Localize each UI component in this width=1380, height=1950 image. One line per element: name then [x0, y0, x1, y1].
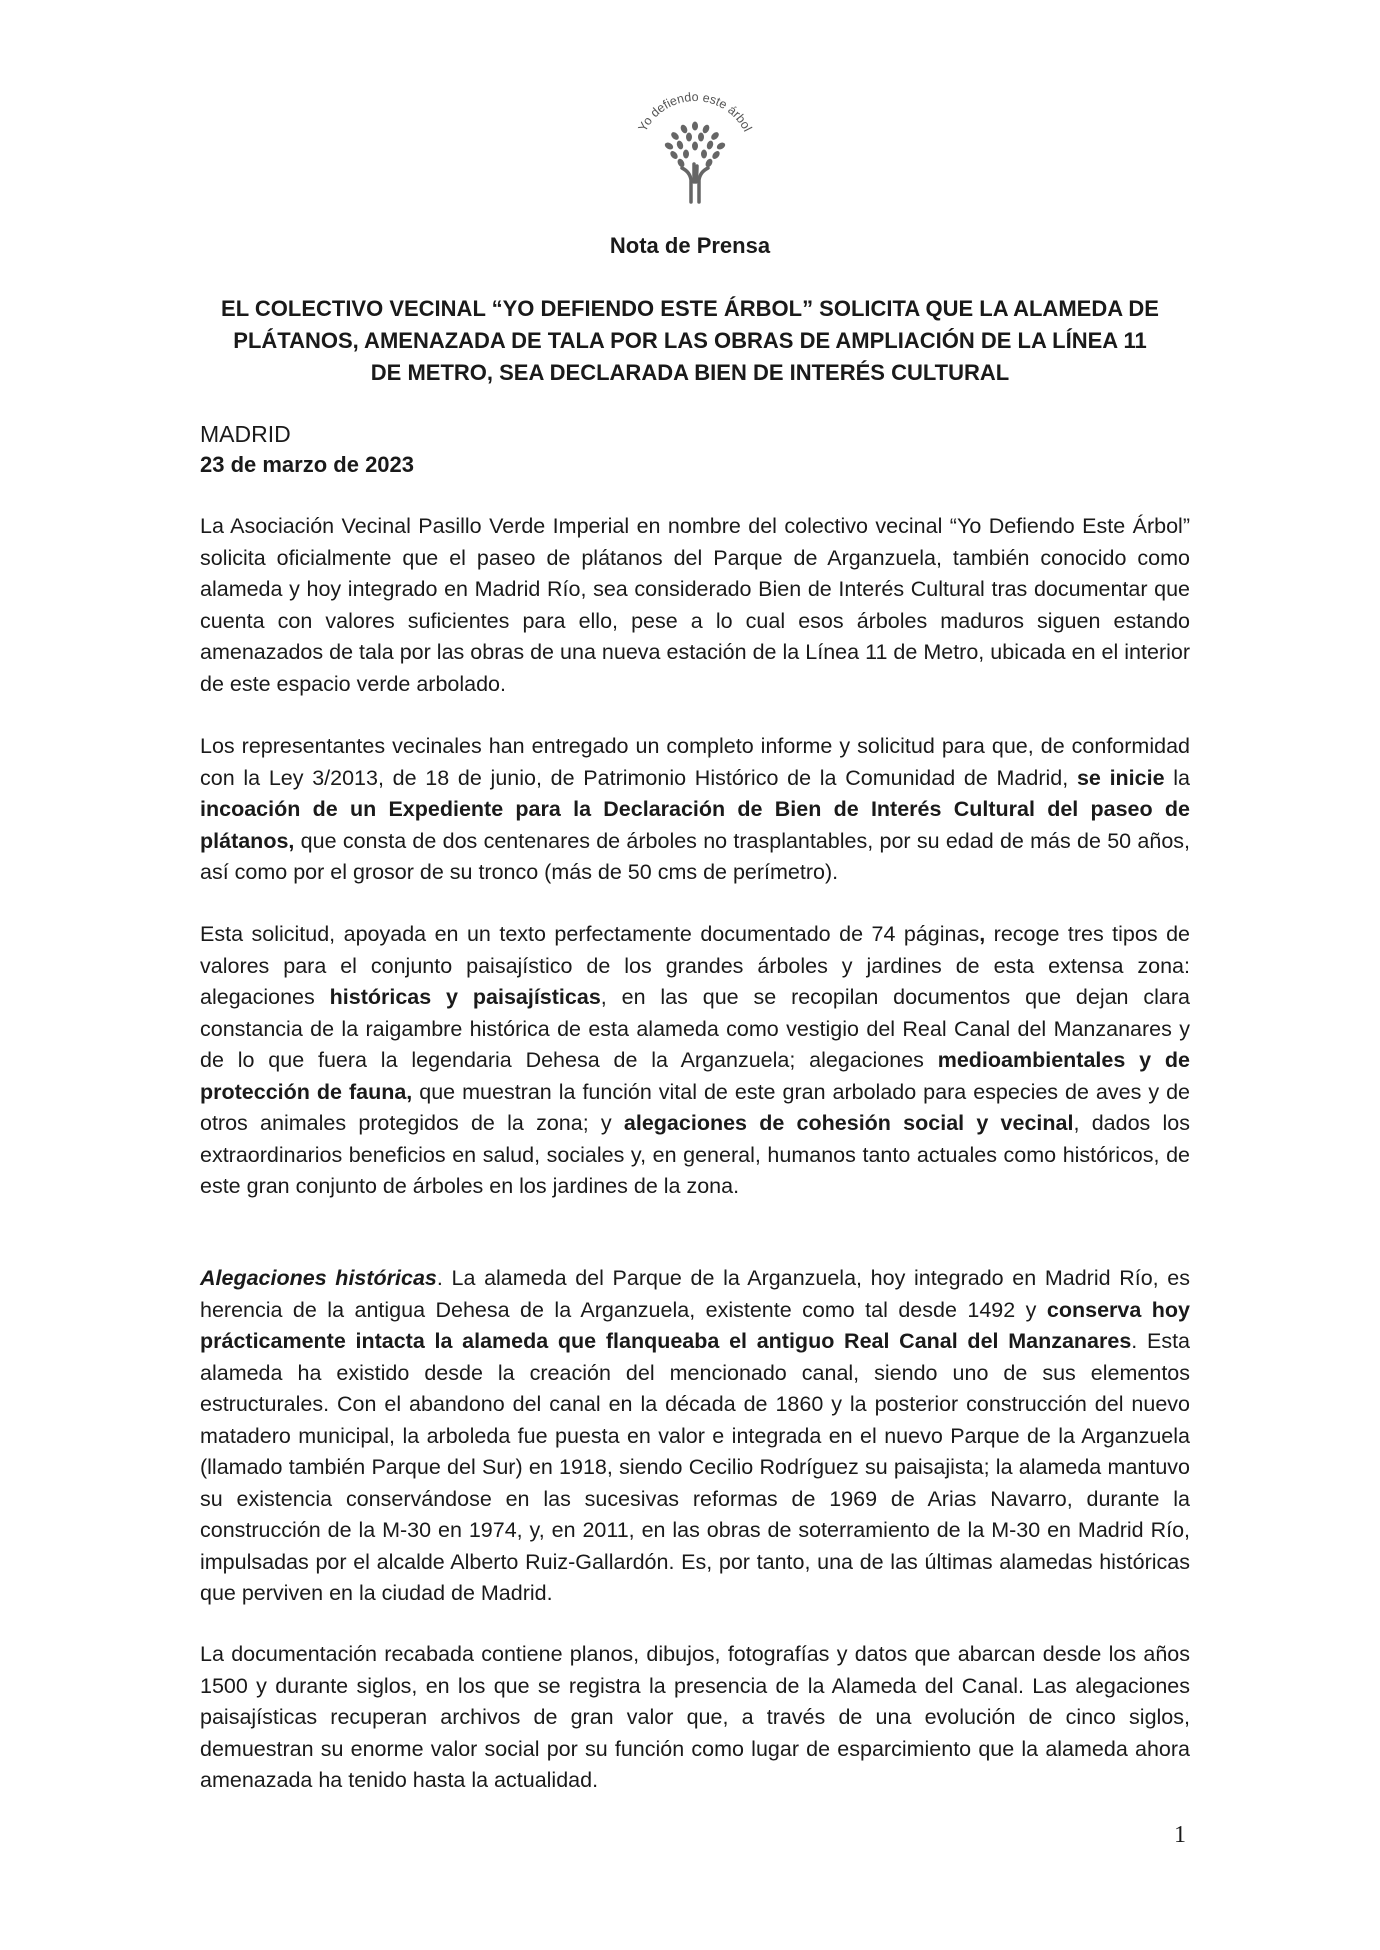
- dateline-date: 23 de marzo de 2023: [200, 452, 415, 477]
- tree-icon: [664, 122, 727, 169]
- body-paragraph: [200, 1639, 1190, 1797]
- logo-text: Yo defiendo este árbol: [635, 89, 755, 134]
- bold-text-run: ,: [979, 922, 986, 946]
- page-number: 1: [1174, 1822, 1186, 1848]
- bold-text-run: alegaciones de cohesión social y vecinal: [623, 1111, 1074, 1135]
- dateline-place: MADRID: [200, 421, 291, 447]
- text-run: recoge tres tipos de valores para el conjunto paisajístico de los grandes árboles y jardines de esta extensa zona: alegaciones: [200, 922, 1190, 1009]
- text-run: La Asociación Vecinal Pasillo Verde Imperial en nombre del colectivo vecinal “Yo Defiendo Este Árbol” solicita oficialmente que el paseo de plátanos del Parque de Arganzuela, también conocido como alameda y hoy integrado en Madrid Río, sea considerado Bien de Interés Cultural tras documentar que cuenta con valores suficientes para ello, pese a lo cual esos árboles maduros siguen estando amenazados de tala por las obras de una nueva estación de la Línea 11 de Metro, ubicada en el interior de este espacio verde arbolado.: [200, 514, 1190, 696]
- body-paragraph: [200, 919, 1190, 1203]
- text-run: , en las que se recopilan documentos que dejan clara constancia de la raigambre histórica de esta alameda como vestigio del Real Canal del Manzanares y de lo que fuera la legendaria Dehesa de la Arganzuela; alegaciones: [200, 985, 1190, 1072]
- bold-text-run: conserva hoy prácticamente intacta la alameda que flanqueaba el antiguo Real Canal del Manzanares: [200, 1297, 1190, 1353]
- yo-defiendo-este-arbol-logo: [624, 86, 766, 204]
- text-run: que consta de dos centenares de árboles no trasplantables, por su edad de más de 50 años, así como por el grosor de su tronco (más de 50 cms de perímetro).: [200, 828, 1190, 884]
- bold-text-run: se inicie: [1076, 765, 1165, 790]
- text-run: , dados los extraordinarios beneficios en salud, sociales y, en general, humanos tanto actuales como históricos, de este gran conjunto de árboles en los jardines de la zona.: [200, 1111, 1190, 1198]
- body-paragraph: [200, 1263, 1190, 1610]
- text-run: La documentación recabada contiene planos, dibujos, fotografías y datos que abarcan desde los años 1500 y durante siglos, en los que se registra la presencia de la Alameda del Canal. Las alegaciones paisajísticas recuperan archivos de gran valor que, a través de una evolución de cinco siglos, demuestran su enorme valor social por su función como lugar de esparcimiento que la alameda ahora amenazada ha tenido hasta la actualidad.: [200, 1642, 1190, 1792]
- tree-trunk: [682, 164, 708, 202]
- bold-italic-text-run: Alegaciones históricas: [200, 1266, 437, 1290]
- body-paragraph: [200, 511, 1190, 700]
- bold-text-run: medioambientales y de protección de fauna,: [200, 1048, 1190, 1104]
- bold-text-run: históricas y paisajísticas: [329, 985, 601, 1009]
- body-paragraph: [200, 731, 1190, 889]
- text-run: Esta solicitud, apoyada en un texto perfectamente documentado de 74 páginas: [200, 922, 980, 946]
- text-run: Los representantes vecinales han entregado un completo informe y solicitud para que, de conformidad con la Ley 3/2013, de 18 de junio, de Patrimonio Histórico de la Comunidad de Madrid,: [200, 734, 1190, 790]
- bold-text-run: incoación de un Expediente para la Declaración de Bien de Interés Cultural del paseo de plátanos,: [200, 797, 1190, 853]
- text-run: la: [1164, 765, 1190, 790]
- press-release-headline: EL COLECTIVO VECINAL “YO DEFIENDO ESTE ÁRBOL” SOLICITA QUE LA ALAMEDA DE PLÁTANOS, AMENAZADA DE TALA POR LAS OBRAS DE AMPLIACIÓN DE LA LÍNEA 11 DE METRO, SEA DECLARADA BIEN DE INTERÉS CULTURAL: [221, 296, 1159, 385]
- document-type-heading: Nota de Prensa: [609, 233, 771, 258]
- text-run: . Esta alameda ha existido desde la creación del mencionado canal, siendo uno de sus elementos estructurales. Con el abandono del canal en la década de 1860 y la posterior construcción del nuevo matadero municipal, la arboleda fue puesta en valor e integrada en el nuevo Parque de la Arganzuela (llamado también Parque del Sur) en 1918, siendo Cecilio Rodríguez su paisajista; la alameda mantuvo su existencia conservándose en las sucesivas reformas de 1969 de Arias Navarro, durante la construcción de la M-30 en 1974, y, en 2011, en las obras de soterramiento de la M-30 en Madrid Río, impulsadas por el alcalde Alberto Ruiz-Gallardón. Es, por tanto, una de las últimas alamedas históricas que perviven en la ciudad de Madrid.: [200, 1329, 1191, 1605]
- text-run: que muestran la función vital de este gran arbolado para especies de aves y de otros animales protegidos de la zona; y: [200, 1079, 1190, 1135]
- text-run: . La alameda del Parque de la Arganzuela, hoy integrado en Madrid Río, es herencia de la antigua Dehesa de la Arganzuela, existente como tal desde 1492 y: [200, 1266, 1190, 1322]
